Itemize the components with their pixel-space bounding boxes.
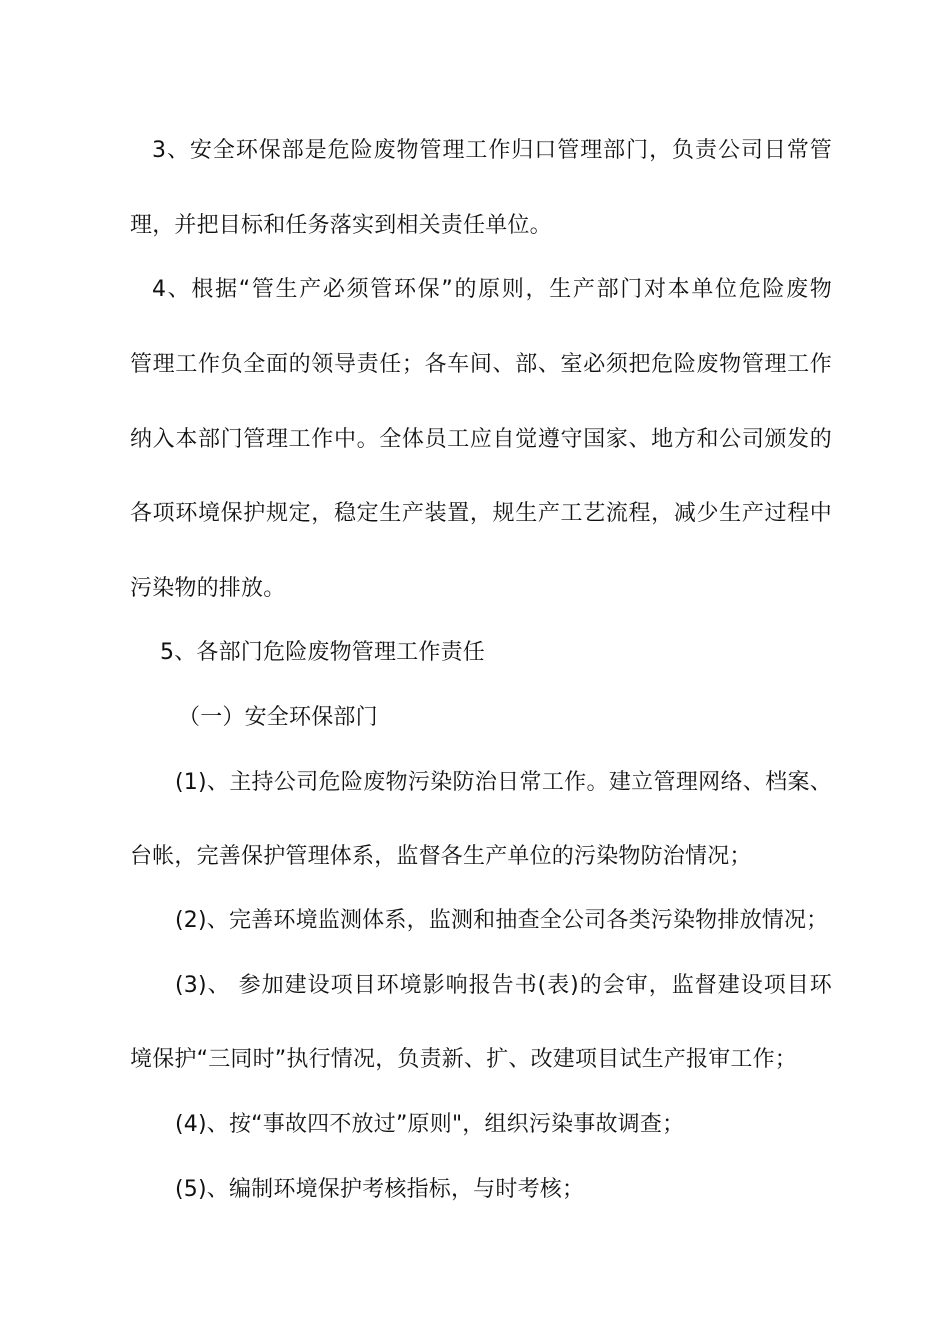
subsection-heading: （一）安全环保部门 bbox=[178, 705, 378, 730]
paragraph-line: 4、根据“管生产必须管环保”的原则，生产部门对本单位危险废物 bbox=[152, 277, 832, 302]
section-heading: 5、各部门危险废物管理工作责任 bbox=[160, 640, 485, 665]
paragraph-line: 污染物的排放。 bbox=[130, 576, 286, 601]
paragraph-line: 各项环境保护规定，稳定生产装置，规生产工艺流程，减少生产过程中 bbox=[130, 501, 832, 526]
list-item-line: 台帐，完善保护管理体系，监督各生产单位的污染物防治情况； bbox=[130, 844, 752, 869]
paragraph-line: 理，并把目标和任务落实到相关责任单位。 bbox=[130, 213, 552, 238]
list-item-line: (1)、主持公司危险废物污染防治日常工作。建立管理网络、档案、 bbox=[175, 770, 832, 795]
paragraph-line: 3、安全环保部是危险废物管理工作归口管理部门，负责公司日常管 bbox=[152, 138, 832, 163]
list-item-line: (4)、按“事故四不放过”原则"，组织污染事故调查； bbox=[175, 1112, 685, 1137]
list-item-line: 境保护“三同时”执行情况，负责新、扩、改建项目试生产报审工作； bbox=[130, 1047, 797, 1072]
list-item-line: (3)、 参加建设项目环境影响报告书(表)的会审，监督建设项目环 bbox=[175, 973, 832, 998]
list-item-line: (5)、编制环境保护考核指标，与时考核； bbox=[175, 1177, 585, 1202]
paragraph-line: 管理工作负全面的领导责任；各车间、部、室必须把危险废物管理工作 bbox=[130, 352, 832, 377]
paragraph-line: 纳入本部门管理工作中。全体员工应自觉遵守国家、地方和公司颁发的 bbox=[130, 427, 832, 452]
list-item-line: (2)、完善环境监测体系，监测和抽查全公司各类污染物排放情况； bbox=[175, 908, 829, 933]
